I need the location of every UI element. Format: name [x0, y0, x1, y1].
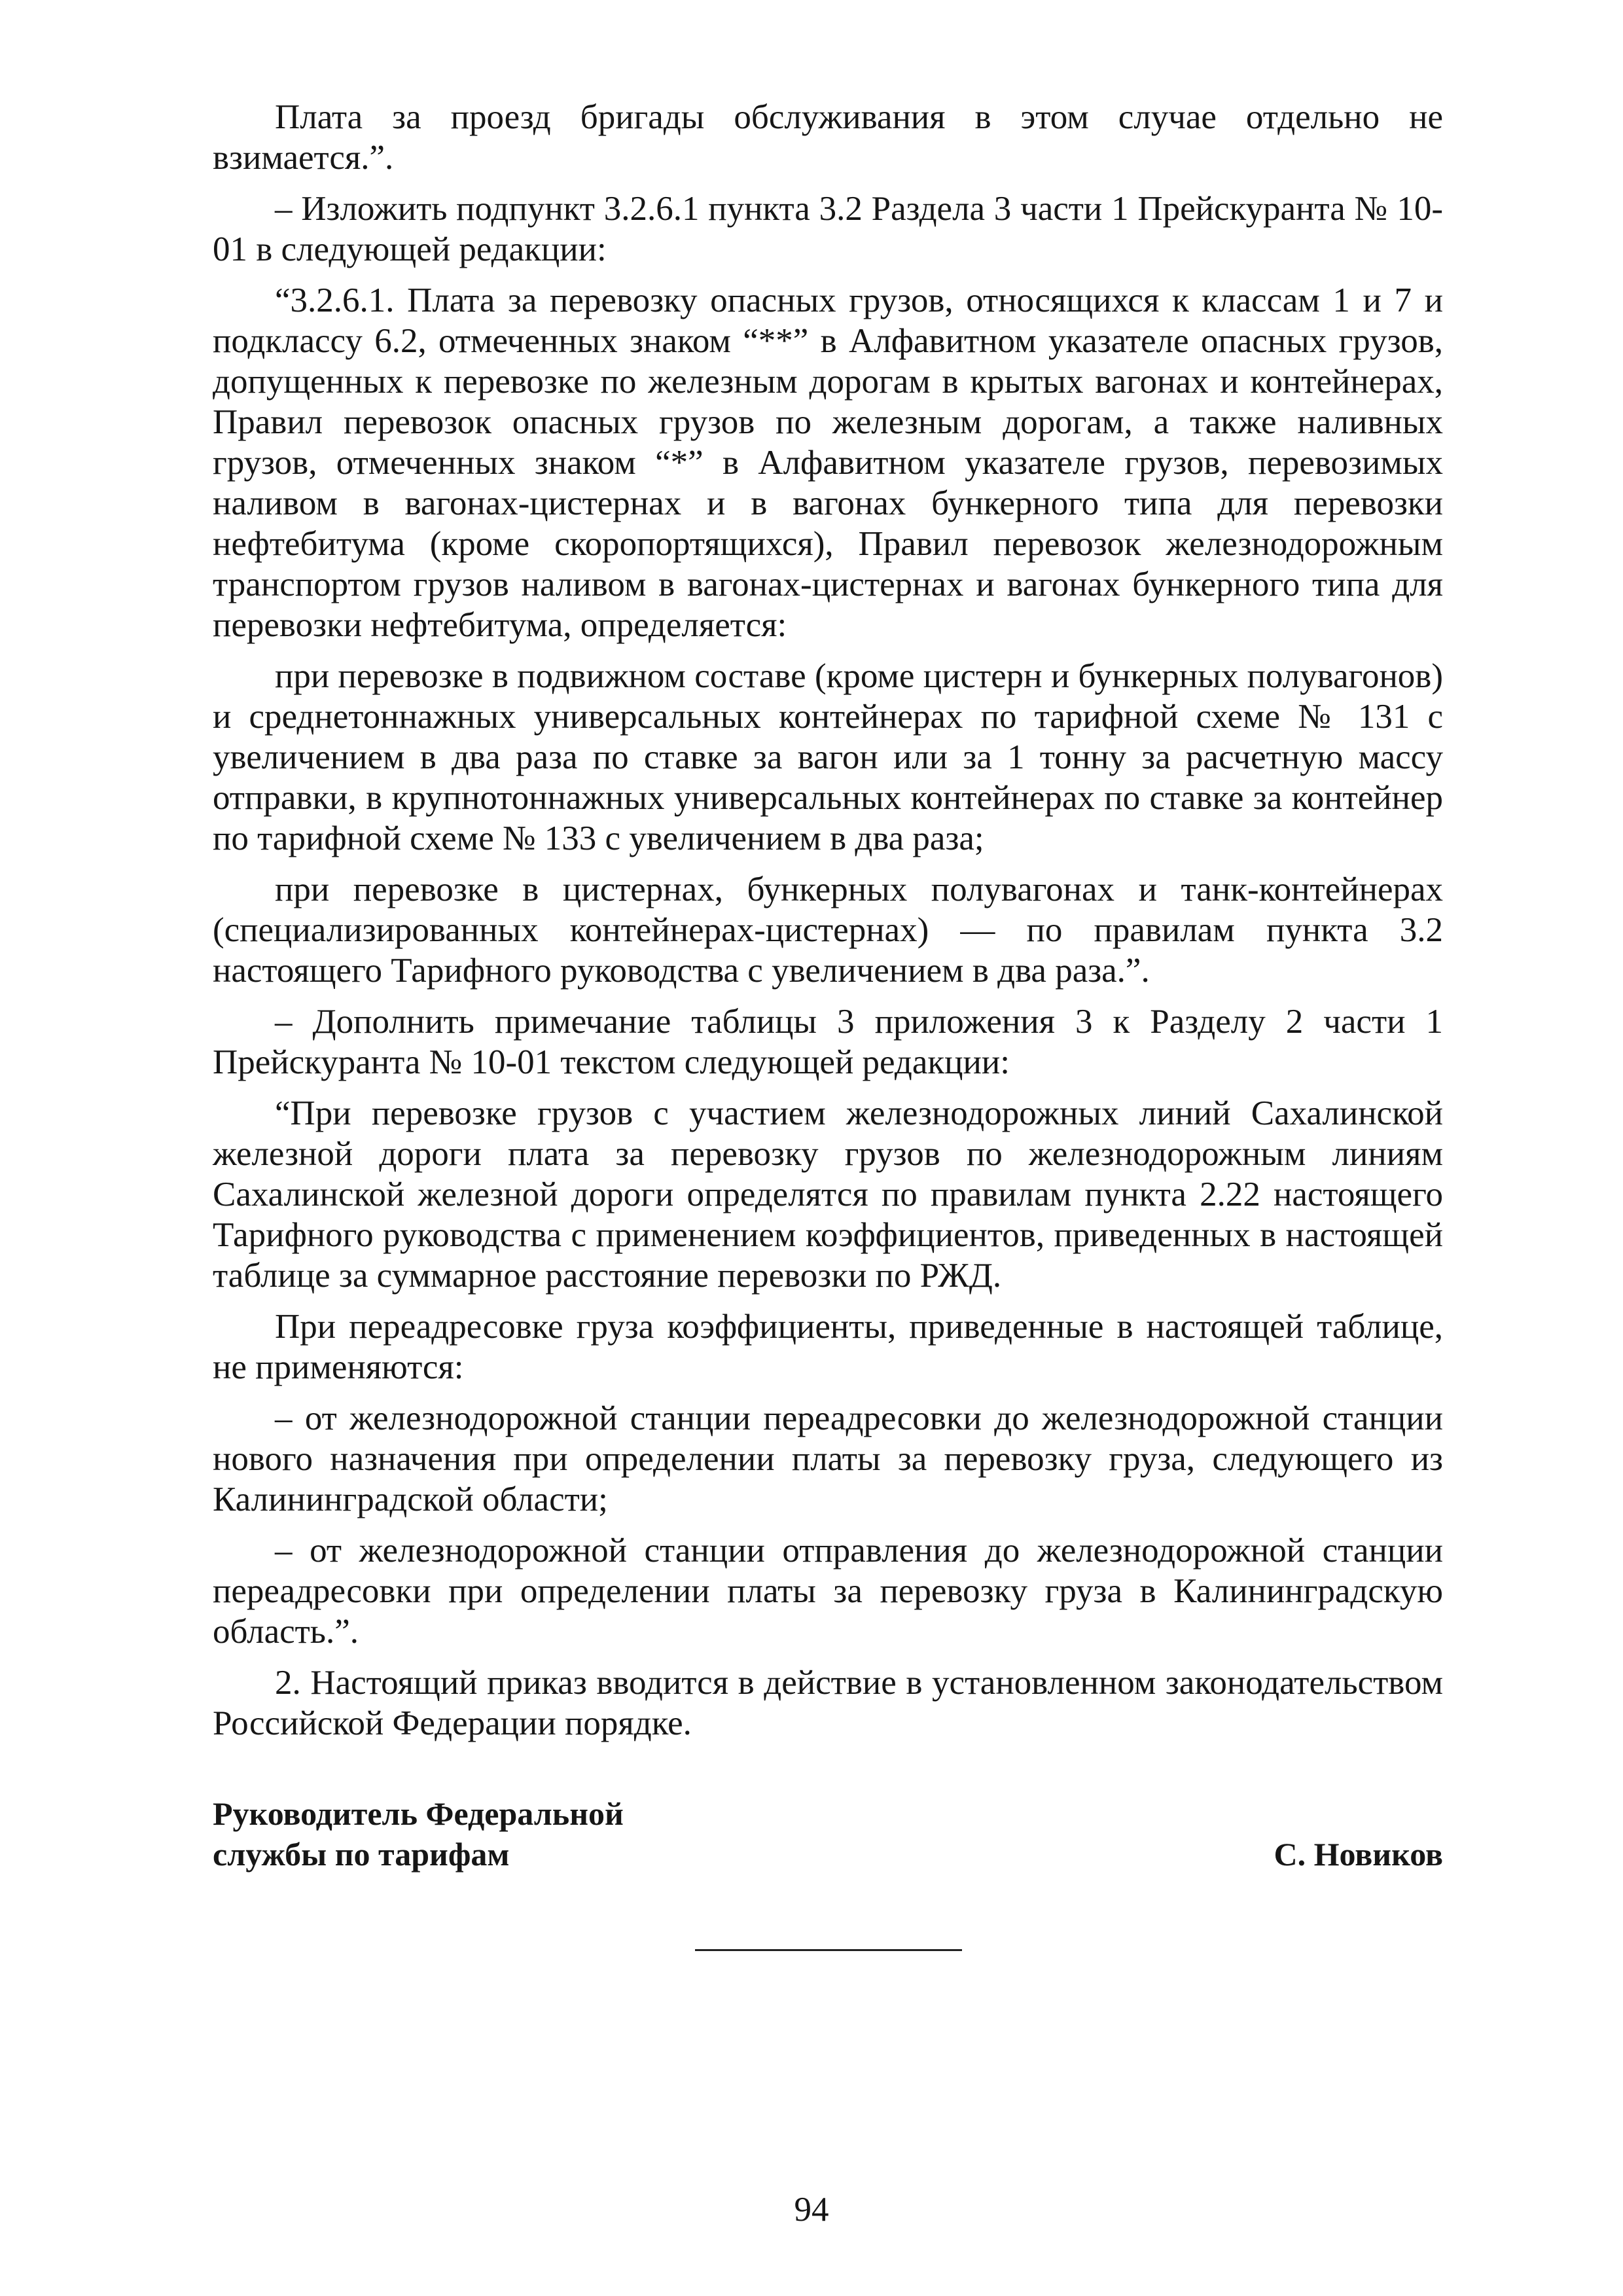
paragraph-amend-3-2-6-1: – Изложить подпункт 3.2.6.1 пункта 3.2 Раздела 3 части 1 Прейскуранта № 10-01 в следующей редакции: — [213, 190, 1443, 268]
paragraph-3-2-6-1-text: “3.2.6.1. Плата за перевозку опасных грузов, относящихся к классам 1 и 7 и подклассу 6.2, отмеченных знаком “**” в Алфавитном указателе опасных грузов, допущенных к перевозке по железным дорогам в крытых вагонах и контейнерах, Правил перевозок опасных грузов по железным дорогам, а также наливных грузов, отмеченных знаком “*” в Алфавитном указателе грузов, перевозимых наливом в вагонах-цистернах и в вагонах бункерного типа для перевозки нефтебитума (кроме скоропортящихся), Правил перевозок железнодорожным транспортом грузов наливом в вагонах-цистернах и вагонах бункерного типа для перевозки нефтебитума, определяется: — [213, 281, 1443, 644]
paragraph-supplement-note: – Дополнить примечание таблицы 3 приложения 3 к Разделу 2 части 1 Прейскуранта № 10-01 текстом следующей редакции: — [213, 1003, 1443, 1081]
paragraph-effective: 2. Настоящий приказ вводится в действие в установленном законодательством Российской Федерации порядке. — [213, 1664, 1443, 1742]
paragraph-sakhalin: “При перевозке грузов с участием железнодорожных линий Сахалинской железной дороги плата за перевозку грузов по железнодорожным линиям Сахалинской железной дороги определятся по правилам пункта 2.22 настоящего Тарифного руководства с применением коэффициентов, приведенных в настоящей таблице за суммарное расстояние перевозки по РЖД. — [213, 1094, 1443, 1295]
divider-line — [695, 1949, 962, 1951]
signatory-position — [213, 1793, 867, 1874]
signature-block — [213, 1793, 1443, 1878]
paragraph-readdress: При переадресовке груза коэффициенты, приведенные в настоящей таблице, не применяются: — [213, 1308, 1443, 1386]
paragraph-fare-note: Плата за проезд бригады обслуживания в этом случае отдельно не взимается.”. — [213, 98, 1443, 177]
signatory-position-line2: службы по тарифам — [213, 1836, 510, 1873]
signatory-name: С. Новиков — [1274, 1836, 1443, 1873]
paragraph-readdress-to: – от железнодорожной станции отправления до железнодорожной станции переадресовки при определении платы за перевозку груза в Калининградскую область.”. — [213, 1532, 1443, 1651]
signatory-position-line1: Руководитель Федеральной — [213, 1795, 624, 1832]
page-number: 94 — [794, 2191, 829, 2229]
paragraph-readdress-from: – от железнодорожной станции переадресовки до железнодорожной станции нового назначения при определении платы за перевозку груза, следующего из Калининградской области; — [213, 1399, 1443, 1518]
document-body — [213, 97, 1443, 1754]
paragraph-tank-cars: при перевозке в цистернах, бункерных полувагонах и танк-контейнерах (специализированных контейнерах-цистернах) — по правилам пункта 3.2 настоящего Тарифного руководства с увеличением в два раза.”. — [213, 870, 1443, 990]
paragraph-rolling-stock: при перевозке в подвижном составе (кроме цистерн и бункерных полувагонов) и среднетоннажных универсальных контейнерах по тарифной схеме № 131 с увеличением в два раза по ставке за вагон или за 1 тонну за расчетную массу отправки, в крупнотоннажных универсальных контейнерах по ставке за контейнер по тарифной схеме № 133 с увеличением в два раза; — [213, 657, 1443, 857]
